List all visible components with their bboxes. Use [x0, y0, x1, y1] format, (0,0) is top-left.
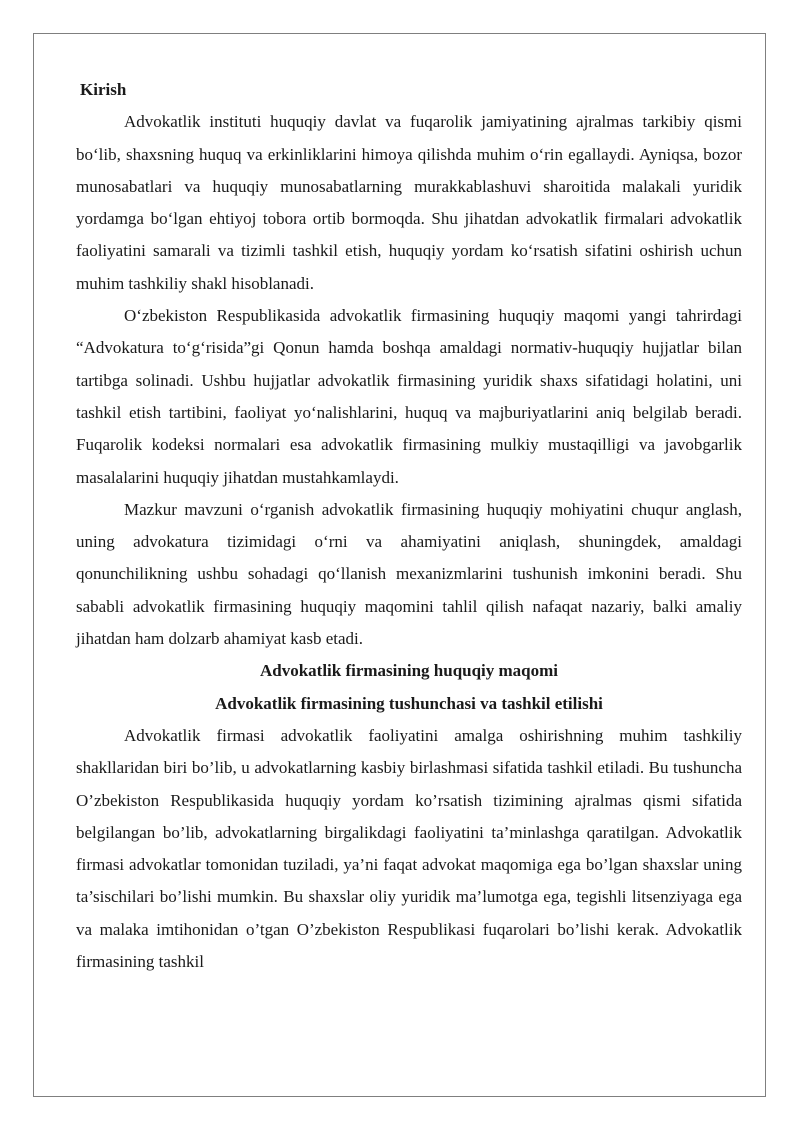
intro-paragraph-1: Advokatlik instituti huquqiy davlat va fuqarolik jamiyatining ajralmas tarkibiy qismi bo‘lib, shaxsning huquq va erkinliklarini himoya qilishda muhim o‘rin egallaydi. Ayniqsa, bozor munosabatlari va huquqiy munosabatlarning murakkablashuvi sharoitida malakali yuridik yordamga bo‘lgan ehtiyoj tobora ortib bormoqda. Shu jihatdan advokatlik firmalari advokatlik faoliyatini samarali va tizimli tashkil etish, huquqiy yordam ko‘rsatish sifatini oshirish uchun muhim tashkiliy shakl hisoblanadi. [76, 112, 742, 293]
intro-paragraph-3: Mazkur mavzuni o‘rganish advokatlik firmasining huquqiy mohiyatini chuqur anglash, uning advokatura tizimidagi o‘rni va ahamiyatini aniqlash, shuningdek, amaldagi qonunchilikning ushbu sohadagi qo‘llanish mexanizmlarini tushunish imkonini beradi. Shu sababli advokatlik firmasining huquqiy maqomini tahlil qilish nafaqat nazariy, balki amaliy jihatdan ham dolzarb ahamiyat kasb etadi. [76, 499, 742, 649]
document-body [76, 74, 742, 978]
section-paragraph-1: Advokatlik firmasi advokatlik faoliyatini amalga oshirishning muhim tashkiliy shakllaridan biri bo’lib, u advokatlarning kasbiy birlashmasi sifatida tashkil etiladi. Bu tushuncha O’zbekiston Respublikasida huquqiy yordam ko’rsatish tizimining ajralmas qismi sifatida belgilangan bo’lib, advokatlarning birgalikdagi faoliyatini ta’minlashga qaratilgan. Advokatlik firmasi advokatlar tomonidan tuziladi, ya’ni faqat advokat maqomiga ega bo’lgan shaxslar uning ta’sischilari bo’lishi mumkin. Bu shaxslar oliy yuridik ma’lumotga ega, tegishli litsenziyaga ega va malaka imtihonidan o’tgan O’zbekiston Respublikasi fuqarolari bo’lishi kerak. Advokatlik firmasining tashkil [76, 725, 742, 972]
section-title: Advokatlik firmasining huquqiy maqomi [259, 661, 559, 681]
intro-paragraph-2: O‘zbekiston Respublikasida advokatlik firmasining huquqiy maqomi yangi tahrirdagi “Advokatura to‘g‘risida”gi Qonun hamda boshqa amaldagi normativ-huquqiy hujjatlar bilan tartibga solinadi. Ushbu hujjatlar advokatlik firmasining yuridik shaxs sifatidagi holatini, uni tashkil etish tartibini, faoliyat yo‘nalishlarini, huquq va majburiyatlarini aniq belgilab beradi. Fuqarolik kodeksi normalari esa advokatlik firmasining mulkiy mustaqilligi va javobgarlik masalalarini huquqiy jihatdan mustahkamlaydi. [76, 306, 742, 487]
subsection-title: Advokatlik firmasining tushunchasi va tashkil etilishi [215, 693, 603, 713]
intro-heading: Kirish [80, 80, 127, 99]
